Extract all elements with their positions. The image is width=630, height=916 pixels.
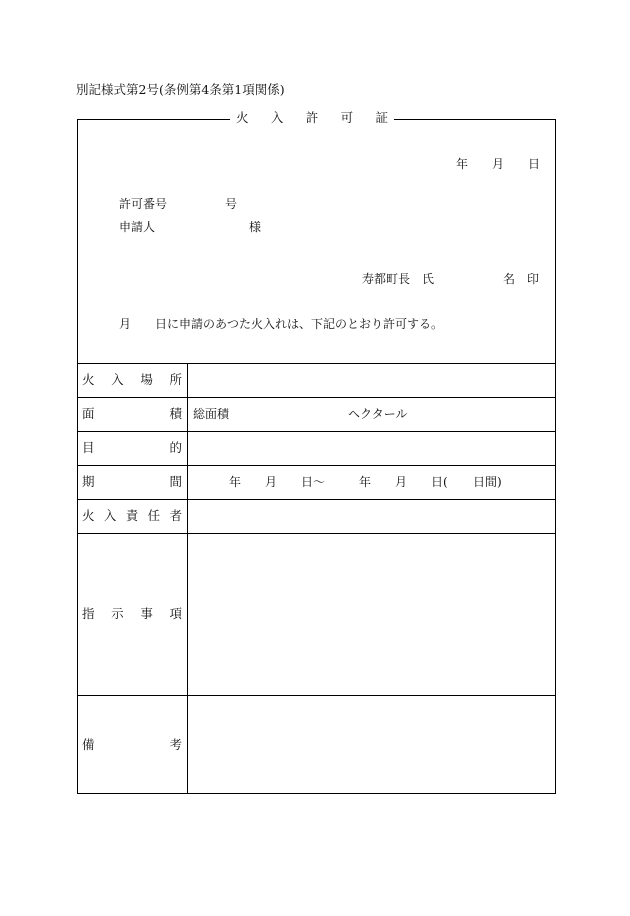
row-divider <box>77 695 556 696</box>
date-day: 日 <box>528 157 541 171</box>
label-period: 期 間 <box>82 474 182 489</box>
title-char: 入 <box>270 110 284 125</box>
period-start-year: 年 <box>229 475 242 489</box>
table-top-rule <box>77 363 556 364</box>
label-remarks: 備 考 <box>82 737 182 752</box>
period-end-month: 月 <box>395 475 408 489</box>
form-caption: 別記様式第2号(条例第4条第1項関係) <box>76 82 285 97</box>
title-char: 火 <box>236 110 249 125</box>
applicant-suffix: 様 <box>249 220 262 234</box>
row-divider <box>77 499 556 500</box>
period-end-day: 日( <box>431 475 448 489</box>
seal-mark: 印 <box>527 272 540 286</box>
period-start-month: 月 <box>265 475 278 489</box>
period-end-year: 年 <box>359 475 372 489</box>
date-month: 月 <box>492 157 505 171</box>
row-divider <box>77 397 556 398</box>
row-divider <box>77 533 556 534</box>
permit-number-suffix: 号 <box>225 197 238 211</box>
column-divider <box>187 363 188 794</box>
label-purpose: 目 的 <box>82 440 182 455</box>
issuer-name: 名 <box>503 272 516 286</box>
area-total-label: 総面積 <box>193 407 230 421</box>
issuer-title: 寿都町長 氏 <box>362 272 435 286</box>
title-char: 可 <box>340 110 354 125</box>
row-divider <box>77 431 556 432</box>
title-char: 証 <box>375 110 388 125</box>
period-day-count: 日間) <box>473 475 502 489</box>
statement-month: 月 <box>119 317 132 331</box>
label-burn-location: 火 入 場 所 <box>82 372 182 387</box>
date-year: 年 <box>456 157 469 171</box>
label-area: 面 積 <box>82 406 182 421</box>
permit-number-label: 許可番号 <box>119 197 168 211</box>
area-unit: ヘクタール <box>348 407 408 421</box>
form-title <box>230 112 394 125</box>
row-divider <box>77 465 556 466</box>
applicant-label: 申請人 <box>119 220 156 234</box>
label-instructions: 指 示 事 項 <box>82 606 182 621</box>
title-char: 許 <box>305 110 319 125</box>
statement-text: 日に申請のあつた火入れは、下記のとおり許可する。 <box>155 317 444 331</box>
period-start-day: 日〜 <box>301 475 326 489</box>
label-responsible-person: 火 入 責 任 者 <box>82 508 182 523</box>
